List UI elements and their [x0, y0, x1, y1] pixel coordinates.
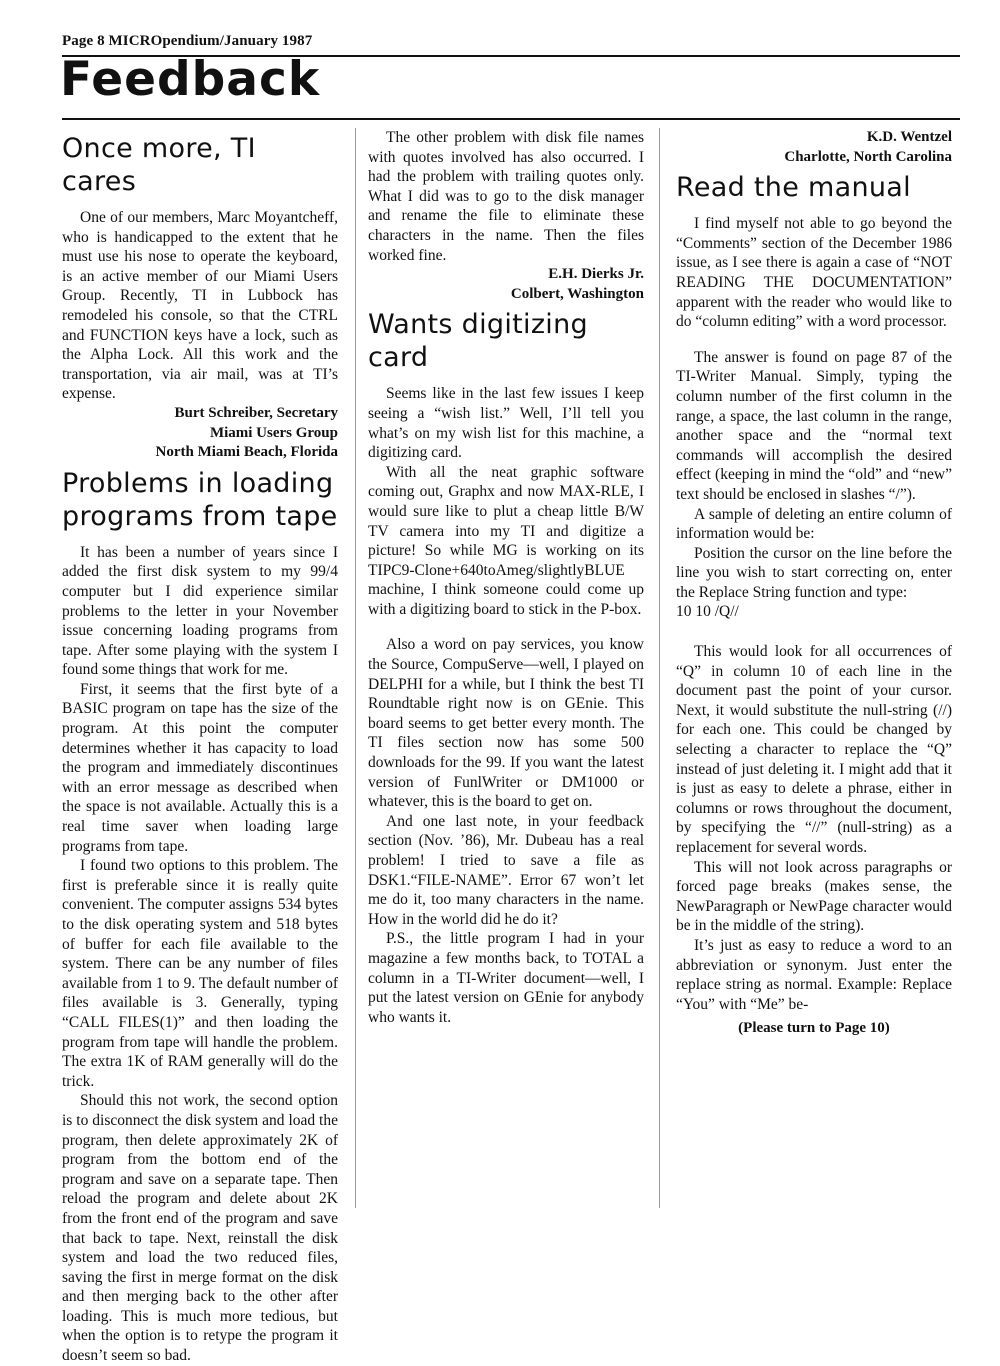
- column-divider: [355, 128, 356, 1208]
- letter-paragraph: This will not look across paragraphs or forced page breaks (makes sense, the NewParagraph or NewPage character would be in the middle of the string).: [676, 858, 952, 935]
- column-3: [676, 128, 952, 1037]
- letter-paragraph: It has been a number of years since I added the first disk system to my 99/4 computer but I did experience similar problems to the letter in your November issue concerning loading programs from tape. After some playing with the system I found some things that work for me.: [62, 543, 338, 679]
- continuation-note: (Please turn to Page 10): [738, 1020, 890, 1037]
- letter-paragraph: It’s just as easy to reduce a word to an abbreviation or synonym. Just enter the replace string as normal. Example: Replace “You” with “Me” be-: [676, 936, 952, 1013]
- letter-paragraph: This would look for all occurrences of “Q” in column 10 of each line in the document past the point of your cursor. Next, it would substitute the null-string (//) for each one. This could be changed by selecting a character to replace the “Q” instead of just deleting it. I might add that it is just as easy to delete a phrase, either in columns or rows throughout the document, by specifying the “//” (null-string) as a replacement for several words.: [676, 643, 952, 856]
- signature-name: E.H. Dierks Jr.: [548, 266, 644, 283]
- replace-command-example: 10 10 /Q//: [676, 603, 739, 621]
- letter-paragraph: First, it seems that the first byte of a BASIC program on tape has the size of the program. At this point the computer determines whether it has capacity to load the program and immediately discontinues with an error message as described when the space is not available. Actually this is a real time saver when loading large programs from tape.: [62, 680, 338, 855]
- signature-name: K.D. Wentzel: [866, 129, 952, 145]
- letter-paragraph: With all the neat graphic software coming out, Graphx and now MAX-RLE, I would sure like to plut a cheap little B/W TV camera into my TI and digitize a picture! So while MG is working on its TIPC9-Clone+640toAmeg/slightlyBLUE machine, I think someone could come up with a digitizing board to stick in the P-box.: [368, 463, 644, 618]
- column-2: [368, 128, 644, 1027]
- letter-read-manual: [676, 171, 952, 1037]
- letter-paragraph: Position the cursor on the line before the line you wish to start correcting on, enter the Replace String function and type:: [676, 544, 952, 601]
- signature-location: North Miami Beach, Florida: [155, 444, 338, 461]
- letter-paragraph: The answer is found on page 87 of the TI-Writer Manual. Simply, typing the column number of the first column in the range, a space, the last column in the range, another space and the “normal text commands will accomplish the desired effect (keeping in mind the “old” and “new” text should be enclosed in slashes “/”).: [676, 348, 952, 503]
- letter-paragraph: Should this not work, the second option is to disconnect the disk system and load the program, then delete approximately 2K of program from the bottom end of the program and save on a separate tape. Then reload the program and delete about 2K from the front end of the program and save that back to tape. Next, reinstall the disk system and load the two reduced files, saving the first in merge format on the disk and then merging back to the other after loading. This is much more tedious, but when the option is to retype the program it doesn’t seem so bad.: [62, 1092, 338, 1365]
- letter-digitizing-card: [368, 308, 644, 1027]
- letter-paragraph: One of our members, Marc Moyantcheff, who is handicapped to the extent that he must use his nose to operate the keyboard, is an active member of our Miami Users Group. Recently, TI in Lubbock has remodeled his console, so that the CTRL and FUNCTION keys have a lock, such as the Alpha Lock. All this work and the transportation, via air mail, was at TI’s expense.: [62, 209, 338, 403]
- letter-paragraph: P.S., the little program I had in your magazine a few months back, to TOTAL a column in a TI-Writer document—well, I put the latest version on GEnie for anybody who wants it.: [368, 930, 644, 1026]
- column-1: [62, 128, 338, 1366]
- letter-paragraph: And one last note, in your feedback section (Nov. ’86), Mr. Dubeau has a real problem! I tried to save a file as DSK1.“FILE-NAME”. Error 67 won’t let me do it, too many characters in the name. How in the world did he do it?: [368, 812, 644, 928]
- letter-heading: Read the manual: [676, 172, 911, 204]
- letter-paragraph: The other problem with disk file names with quotes involved has also occurred. I had the problem with trailing quotes only. What I did was to go to the disk manager and rename the file to eliminate these characters in the name. Then the files worked fine.: [368, 129, 644, 264]
- letter-heading: Once more, TI cares: [62, 133, 256, 197]
- signature-location: Charlotte, North Carolina: [784, 148, 952, 165]
- letter-paragraph: I found two options to this problem. The first is preferable since it is really quite convenient. The computer assigns 534 bytes to the disk operating system and 518 bytes of buffer for each file available to the system. There can be any number of files available from 1 to 9. The default number of files available is 3. Generally, typing “CALL FILES(1)” and then loading the program from tape will handle the problem. The extra 1K of RAM generally will do the trick.: [62, 857, 338, 1090]
- signature-location: Colbert, Washington: [510, 285, 644, 302]
- letter-paragraph: I find myself not able to go beyond the “Comments” section of the December 1986 issue, as I see there is again a case of “NOT READING THE DOCUMENTATION” apparent with the reader who would like to do “column editing” with a word processor.: [676, 215, 952, 331]
- letter-tape-loading: [62, 467, 338, 1366]
- letter-ti-cares: [62, 132, 338, 463]
- letter-paragraph: A sample of deleting an entire column of information would be:: [676, 505, 952, 543]
- letter-heading: Wants digitizing card: [368, 309, 588, 374]
- column-divider: [659, 128, 660, 1208]
- letter-paragraph: Seems like in the last few issues I keep seeing a “wish list.” Well, I’ll tell you what’s on my wish list for this machine, a digitizing card.: [368, 385, 644, 462]
- signature-affiliation: Miami Users Group: [209, 424, 338, 441]
- letter-heading: Problems in loading programs from tape: [62, 467, 338, 532]
- running-head: Page 8 MICROpendium/January 1987: [62, 33, 313, 49]
- letter-paragraph: Also a word on pay services, you know the Source, CompuServe—well, I played on DELPHI for a while, but I think the best TI Roundtable right now is on GEnie. This board seems to get better every month. The TI files section now has some 500 downloads for the 99. If you want the latest version of FunlWriter or DM1000 or whatever, this is the board to get on.: [368, 636, 644, 811]
- signature-name: Burt Schreiber, Secretary: [174, 404, 338, 421]
- section-title: Feedback: [60, 52, 321, 107]
- masthead-rule: [62, 118, 960, 120]
